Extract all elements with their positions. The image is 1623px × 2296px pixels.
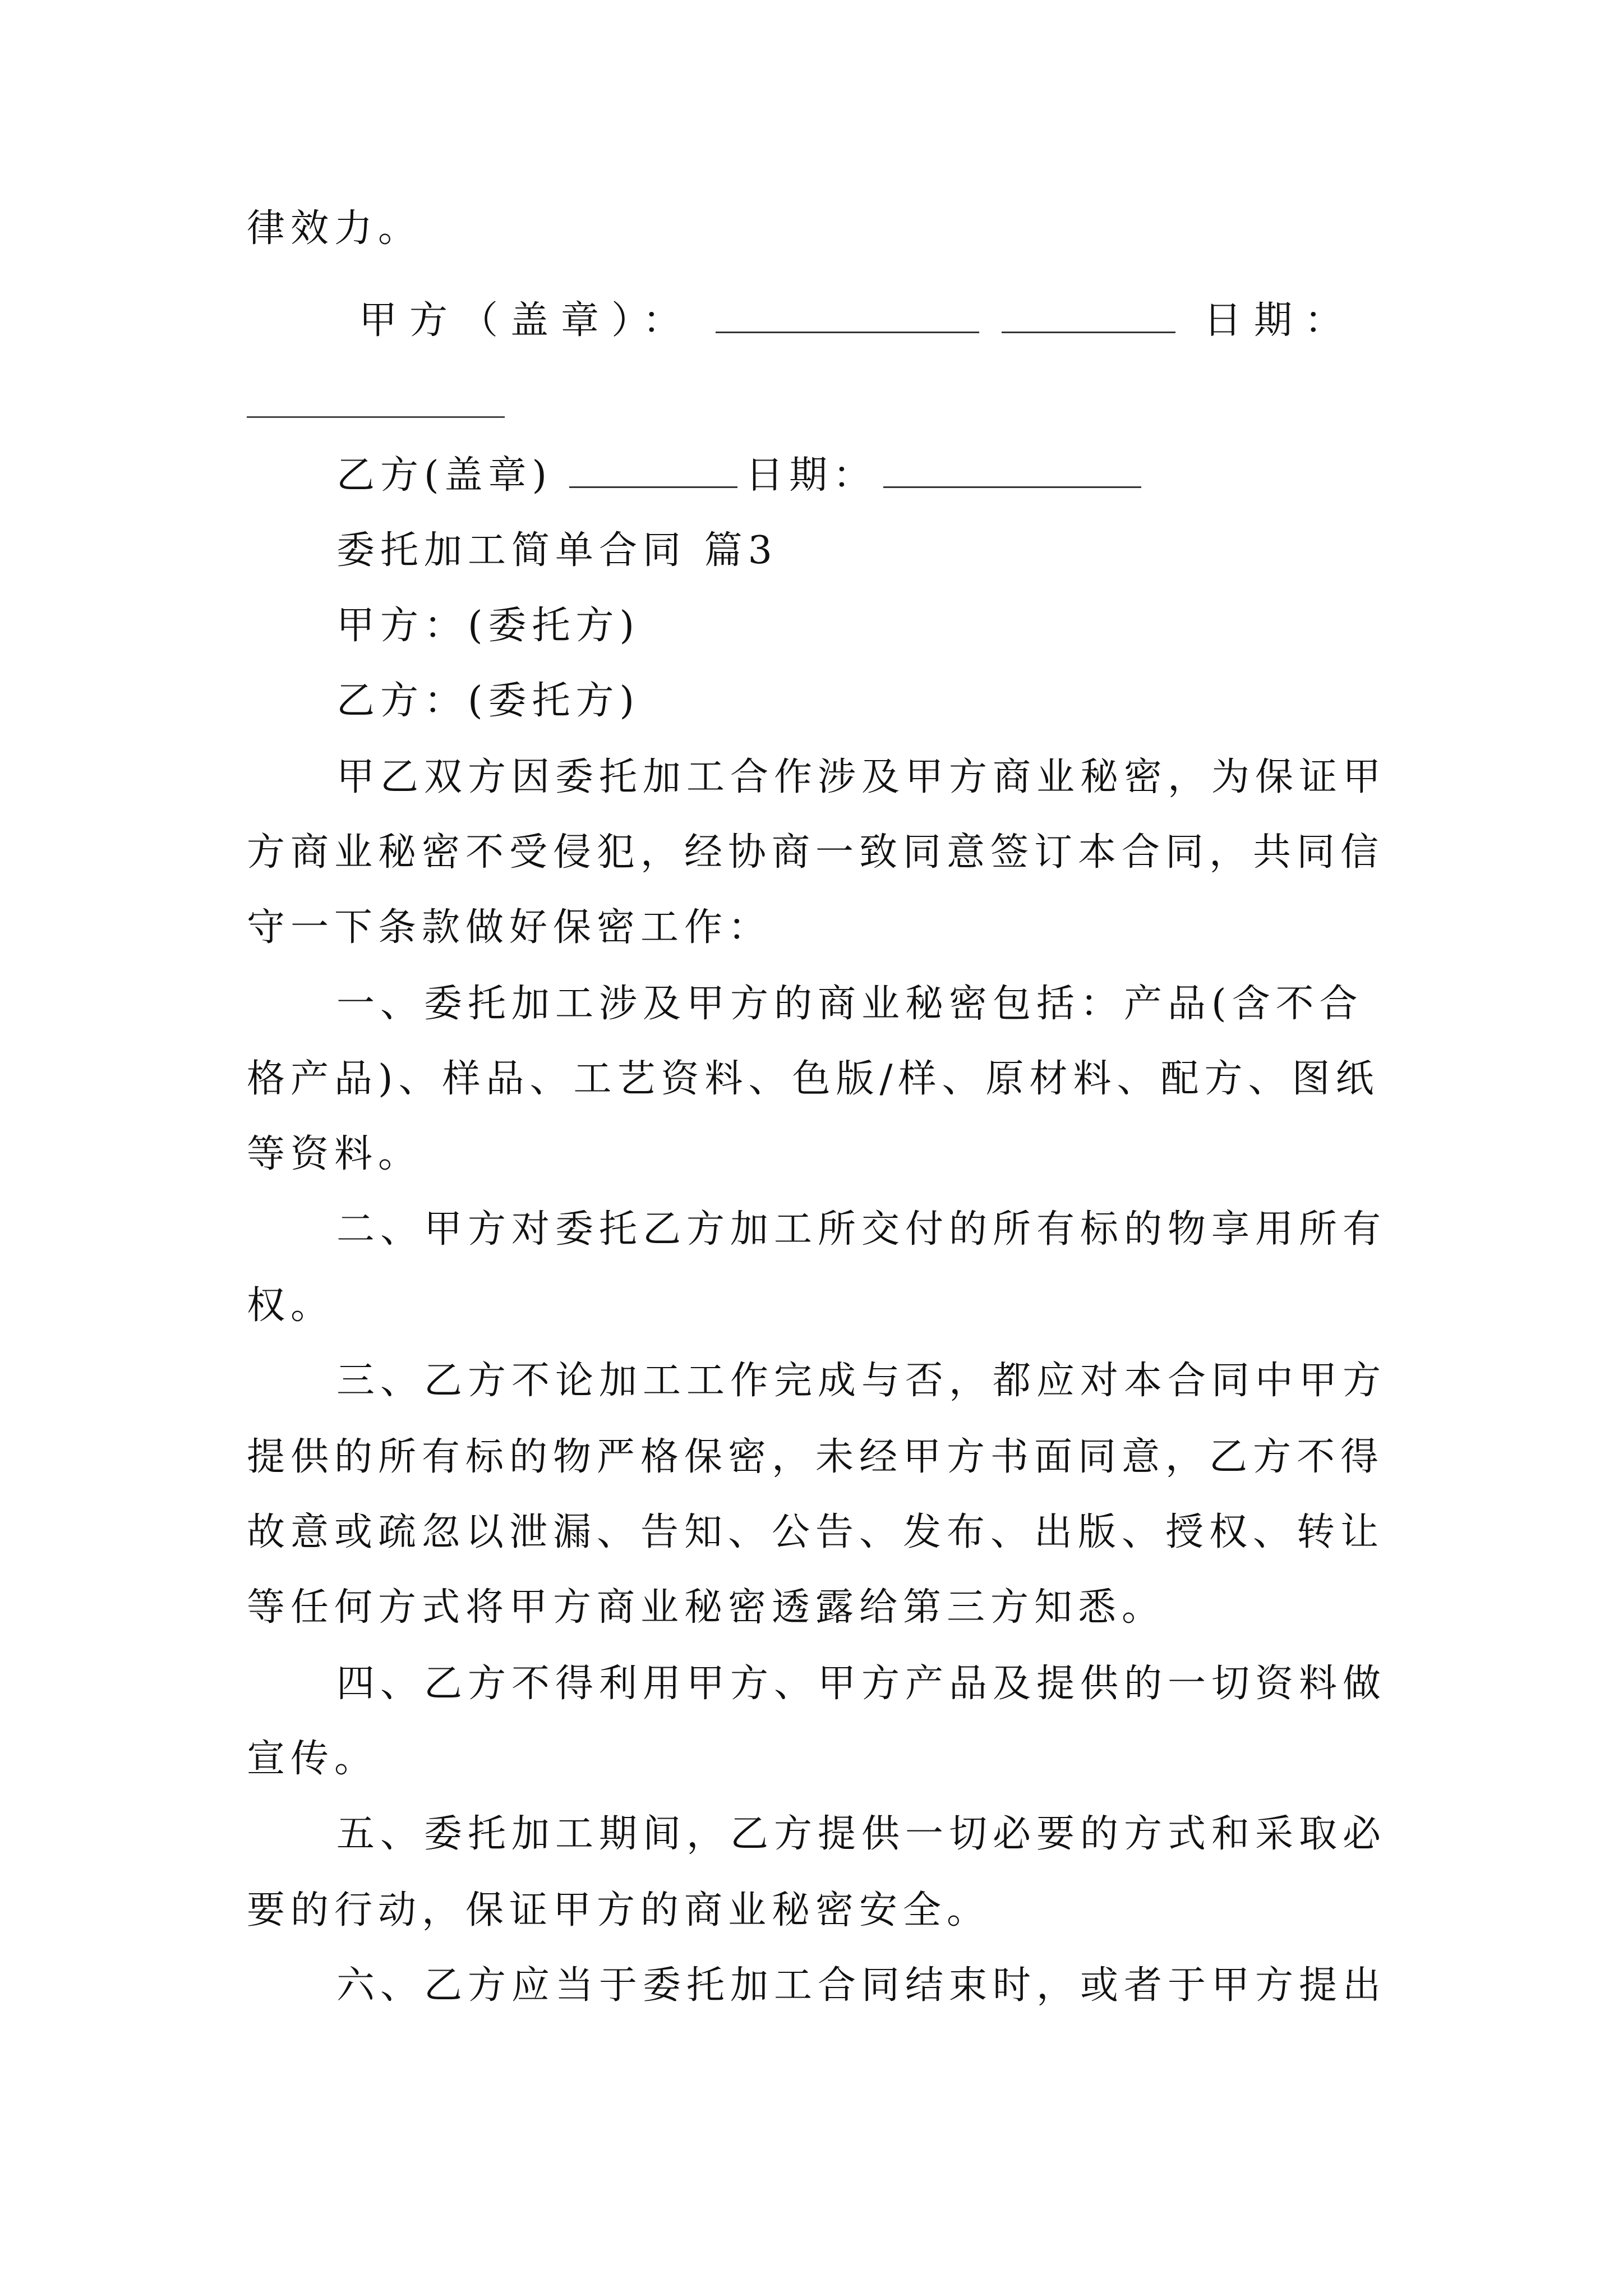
paragraph-line: 提供的所有标的物严格保密，未经甲方书面同意，乙方不得 [247, 1435, 1385, 1479]
paragraph-line: 守一下条款做好保密工作： [247, 905, 772, 950]
paragraph-line: 权。 [247, 1283, 335, 1328]
party-a-date-label: 日期： [1204, 298, 1355, 343]
paragraph-line: 故意或疏忽以泄漏、告知、公告、发布、出版、授权、转让 [247, 1510, 1385, 1554]
section-title: 委托加工简单合同 篇3 [336, 528, 778, 573]
paragraph-line: 六、乙方应当于委托加工合同结束时，或者于甲方提出 [336, 1963, 1387, 2008]
paragraph-line: 格产品)、样品、工艺资料、色版/样、原材料、配方、图纸 [247, 1057, 1380, 1101]
party-a-seal-label: 甲方（盖章）： [359, 298, 694, 343]
paragraph-line: 宣传。 [247, 1737, 379, 1781]
paragraph-line: 要的行动，保证甲方的商业秘密安全。 [247, 1888, 991, 1932]
paragraph-line: 三、乙方不论加工工作完成与否，都应对本合同中甲方 [336, 1359, 1387, 1403]
paragraph-line: 一、委托加工涉及甲方的商业秘密包括：产品(含不合 [336, 982, 1363, 1026]
party-a-seal-blank [716, 298, 979, 333]
party-b-seal-blank [569, 453, 737, 488]
signature-line-party-a [359, 294, 1355, 348]
paragraph-line: 二、甲方对委托乙方加工所交付的所有标的物享用所有 [336, 1207, 1387, 1251]
paragraph-line: 四、乙方不得利用甲方、甲方产品及提供的一切资料做 [336, 1662, 1387, 1706]
signature-line-party-b [336, 449, 1141, 503]
paragraph-line: 方商业秘密不受侵犯，经协商一致同意签订本合同，共同信 [247, 830, 1385, 875]
party-b-line: 乙方：(委托方) [336, 679, 640, 723]
closing-fragment: 律效力。 [247, 206, 422, 251]
party-b-date-label: 日期： [745, 453, 877, 498]
paragraph-line: 五、委托加工期间，乙方提供一切必要的方式和采取必 [336, 1812, 1387, 1856]
party-a-line: 甲方：(委托方) [336, 604, 640, 648]
paragraph-line: 等资料。 [247, 1132, 422, 1176]
party-b-seal-label: 乙方(盖章) [336, 453, 553, 498]
party-a-date-blank [247, 416, 505, 418]
party-b-date-blank [883, 453, 1141, 488]
paragraph-line: 等任何方式将甲方商业秘密透露给第三方知悉。 [247, 1585, 1166, 1630]
party-a-extra-blank [1002, 298, 1175, 333]
paragraph-line: 甲乙双方因委托加工合作涉及甲方商业秘密，为保证甲 [336, 755, 1387, 799]
